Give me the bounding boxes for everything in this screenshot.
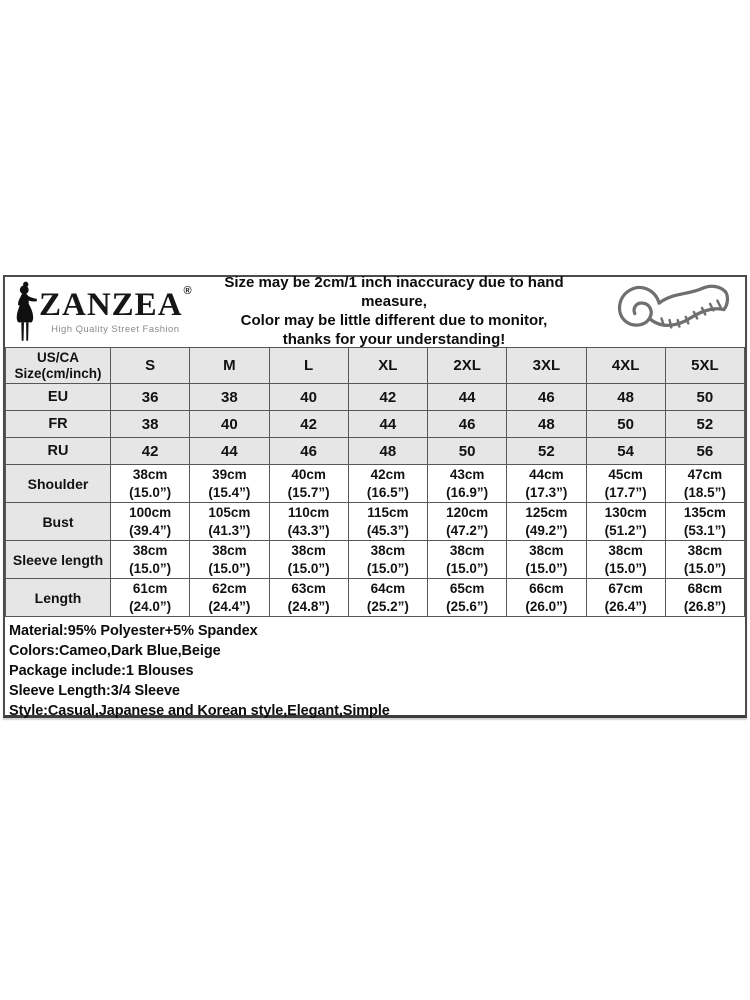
region-value-cell: 48 [507,411,586,438]
measure-inch: (43.3”) [287,522,330,538]
detail-line-sleeve: Sleeve Length:3/4 Sleeve [9,683,180,699]
measure-inch: (15.0”) [525,560,568,576]
measure-inch: (47.2”) [446,522,489,538]
region-row-fr [6,411,745,438]
measure-value-cell [269,503,348,541]
region-value-cell: 54 [586,438,665,465]
measure-value-cell [428,541,507,579]
measure-cm: 120cm [446,505,489,520]
measure-cm: 105cm [208,505,251,520]
measure-inch: (16.9”) [446,484,489,500]
measure-row-length [6,579,745,617]
measure-cm: 68cm [687,581,723,596]
measure-cm: 130cm [604,505,647,520]
measure-inch: (15.0”) [129,560,172,576]
size-col-header: M [190,348,269,384]
detail-line-colors: Colors:Cameo,Dark Blue,Beige [9,643,221,659]
measure-row-bust [6,503,745,541]
region-value-cell: 44 [348,411,427,438]
measure-inch: (41.3”) [208,522,251,538]
region-value-cell: 42 [269,411,348,438]
measure-inch: (15.4”) [208,484,251,500]
measuring-tape-icon [595,278,745,346]
measure-value-cell [507,465,586,503]
measure-cm: 38cm [132,467,168,482]
measure-value-cell [348,541,427,579]
size-col-header: 4XL [586,348,665,384]
region-value-cell: 36 [111,384,190,411]
measure-value-cell [586,465,665,503]
region-value-cell: 56 [665,438,744,465]
measure-inch: (24.8”) [287,598,330,614]
measure-cm: 61cm [132,581,168,596]
measure-value-cell [348,503,427,541]
disclaimer-line: thanks for your understanding! [282,331,506,348]
brand-logo [5,281,193,343]
region-row-ru [6,438,745,465]
measure-inch: (17.3”) [525,484,568,500]
region-value-cell: 48 [586,384,665,411]
measure-row-label: Length [6,579,111,617]
header-band [5,274,745,348]
measure-cm: 38cm [529,543,564,558]
measure-inch: (53.1”) [683,522,726,538]
measure-value-cell [507,579,586,617]
measure-cm: 39cm [212,467,247,482]
measure-value-cell [111,465,190,503]
measure-cm: 38cm [687,543,723,558]
measure-inch: (15.7”) [287,484,330,500]
measure-row-shoulder [6,465,745,503]
measure-value-cell [111,541,190,579]
measure-inch: (24.4”) [208,598,251,614]
measure-value-cell [190,503,269,541]
size-col-header: L [269,348,348,384]
size-table [5,347,745,617]
measure-value-cell [586,503,665,541]
region-value-cell: 46 [269,438,348,465]
detail-line-material: Material:95% Polyester+5% Spandex [9,623,258,639]
measure-value-cell [190,541,269,579]
measure-inch: (15.0”) [446,560,489,576]
measure-inch: (26.8”) [683,598,726,614]
measure-value-cell [111,503,190,541]
product-details [5,617,745,721]
measure-value-cell [269,465,348,503]
detail-line-style: Style:Casual,Japanese and Korean style,Elegant,Simple [9,703,390,719]
disclaimer-line: Color may be little different due to monitor, [240,312,548,329]
measure-cm: 38cm [132,543,168,558]
measure-inch: (25.2”) [366,598,409,614]
brand-tagline: High Quality Street Fashion [51,324,180,335]
measure-value-cell [111,579,190,617]
measure-value-cell [507,503,586,541]
region-value-cell: 52 [665,411,744,438]
measure-row-sleeve-length [6,541,745,579]
measure-cm: 62cm [212,581,247,596]
region-value-cell: 48 [348,438,427,465]
measure-value-cell [348,579,427,617]
measure-cm: 42cm [370,467,406,482]
measure-value-cell [269,541,348,579]
region-value-cell: 40 [269,384,348,411]
measure-value-cell [665,503,744,541]
region-row-label: FR [6,411,111,438]
size-col-header: 3XL [507,348,586,384]
measure-value-cell [665,465,744,503]
measure-value-cell [190,465,269,503]
measure-value-cell [586,579,665,617]
measure-cm: 115cm [367,505,409,520]
brand-name: ZANZEA [39,287,183,323]
measure-cm: 67cm [608,581,643,596]
region-value-cell: 42 [111,438,190,465]
region-value-cell: 44 [428,384,507,411]
measure-value-cell [348,465,427,503]
measure-inch: (15.0”) [287,560,330,576]
measure-value-cell [428,465,507,503]
measure-inch: (15.0”) [604,560,647,576]
measure-cm: 38cm [370,543,406,558]
measure-inch: (15.0”) [683,560,726,576]
measure-inch: (18.5”) [683,484,726,500]
measure-inch: (39.4”) [129,522,172,538]
region-value-cell: 46 [507,384,586,411]
measure-row-label: Bust [6,503,111,541]
region-value-cell: 52 [507,438,586,465]
measure-cm: 110cm [287,505,330,520]
measure-cm: 64cm [370,581,406,596]
measure-row-label: Shoulder [6,465,111,503]
registered-trademark: ® [183,285,192,297]
region-value-cell: 40 [190,411,269,438]
measure-cm: 38cm [212,543,247,558]
measure-row-label: Sleeve length [6,541,111,579]
size-col-header: S [111,348,190,384]
region-value-cell: 38 [111,411,190,438]
measure-cm: 47cm [687,467,723,482]
measure-cm: 44cm [529,467,564,482]
size-col-header: XL [348,348,427,384]
measure-cm: 125cm [525,505,568,520]
measure-value-cell [428,503,507,541]
measure-value-cell [665,579,744,617]
size-col-header: 5XL [665,348,744,384]
measure-inch: (49.2”) [525,522,568,538]
region-value-cell: 46 [428,411,507,438]
measure-inch: (26.4”) [604,598,647,614]
region-value-cell: 44 [190,438,269,465]
region-value-cell: 38 [190,384,269,411]
measure-cm: 43cm [449,467,485,482]
disclaimer-text [193,273,595,351]
measure-inch: (26.0”) [525,598,568,614]
measure-inch: (15.0”) [129,484,172,500]
corner-line-2: Size(cm/inch) [14,365,102,381]
measure-cm: 40cm [291,467,326,482]
measure-inch: (25.6”) [446,598,489,614]
size-chart-panel [3,275,747,718]
region-value-cell: 50 [586,411,665,438]
brand-text-block [39,285,192,335]
measure-cm: 65cm [449,581,485,596]
measure-value-cell [428,579,507,617]
measure-cm: 38cm [608,543,643,558]
measure-cm: 100cm [129,505,172,520]
region-row-eu [6,384,745,411]
measure-cm: 38cm [291,543,326,558]
measure-inch: (24.0”) [129,598,172,614]
measure-inch: (16.5”) [366,484,409,500]
measure-value-cell [507,541,586,579]
disclaimer-line: Size may be 2cm/1 inch inaccuracy due to hand measure, [224,274,564,310]
measure-cm: 135cm [683,505,726,520]
region-row-label: EU [6,384,111,411]
measure-value-cell [190,579,269,617]
measure-value-cell [269,579,348,617]
measure-inch: (15.0”) [208,560,251,576]
region-value-cell: 50 [665,384,744,411]
measure-cm: 38cm [449,543,485,558]
region-row-label: RU [6,438,111,465]
corner-header [6,348,111,384]
region-value-cell: 50 [428,438,507,465]
corner-line-1: US/CA [36,349,79,365]
measure-value-cell [586,541,665,579]
detail-line-package: Package include:1 Blouses [9,663,194,679]
measure-inch: (45.3”) [366,522,409,538]
woman-silhouette-icon [12,281,38,343]
table-header-row [6,348,745,384]
measure-value-cell [665,541,744,579]
measure-inch: (51.2”) [604,522,647,538]
measure-inch: (17.7”) [604,484,647,500]
size-col-header: 2XL [428,348,507,384]
region-value-cell: 42 [348,384,427,411]
measure-cm: 66cm [529,581,564,596]
measure-cm: 45cm [608,467,643,482]
measure-cm: 63cm [291,581,326,596]
measure-inch: (15.0”) [366,560,409,576]
